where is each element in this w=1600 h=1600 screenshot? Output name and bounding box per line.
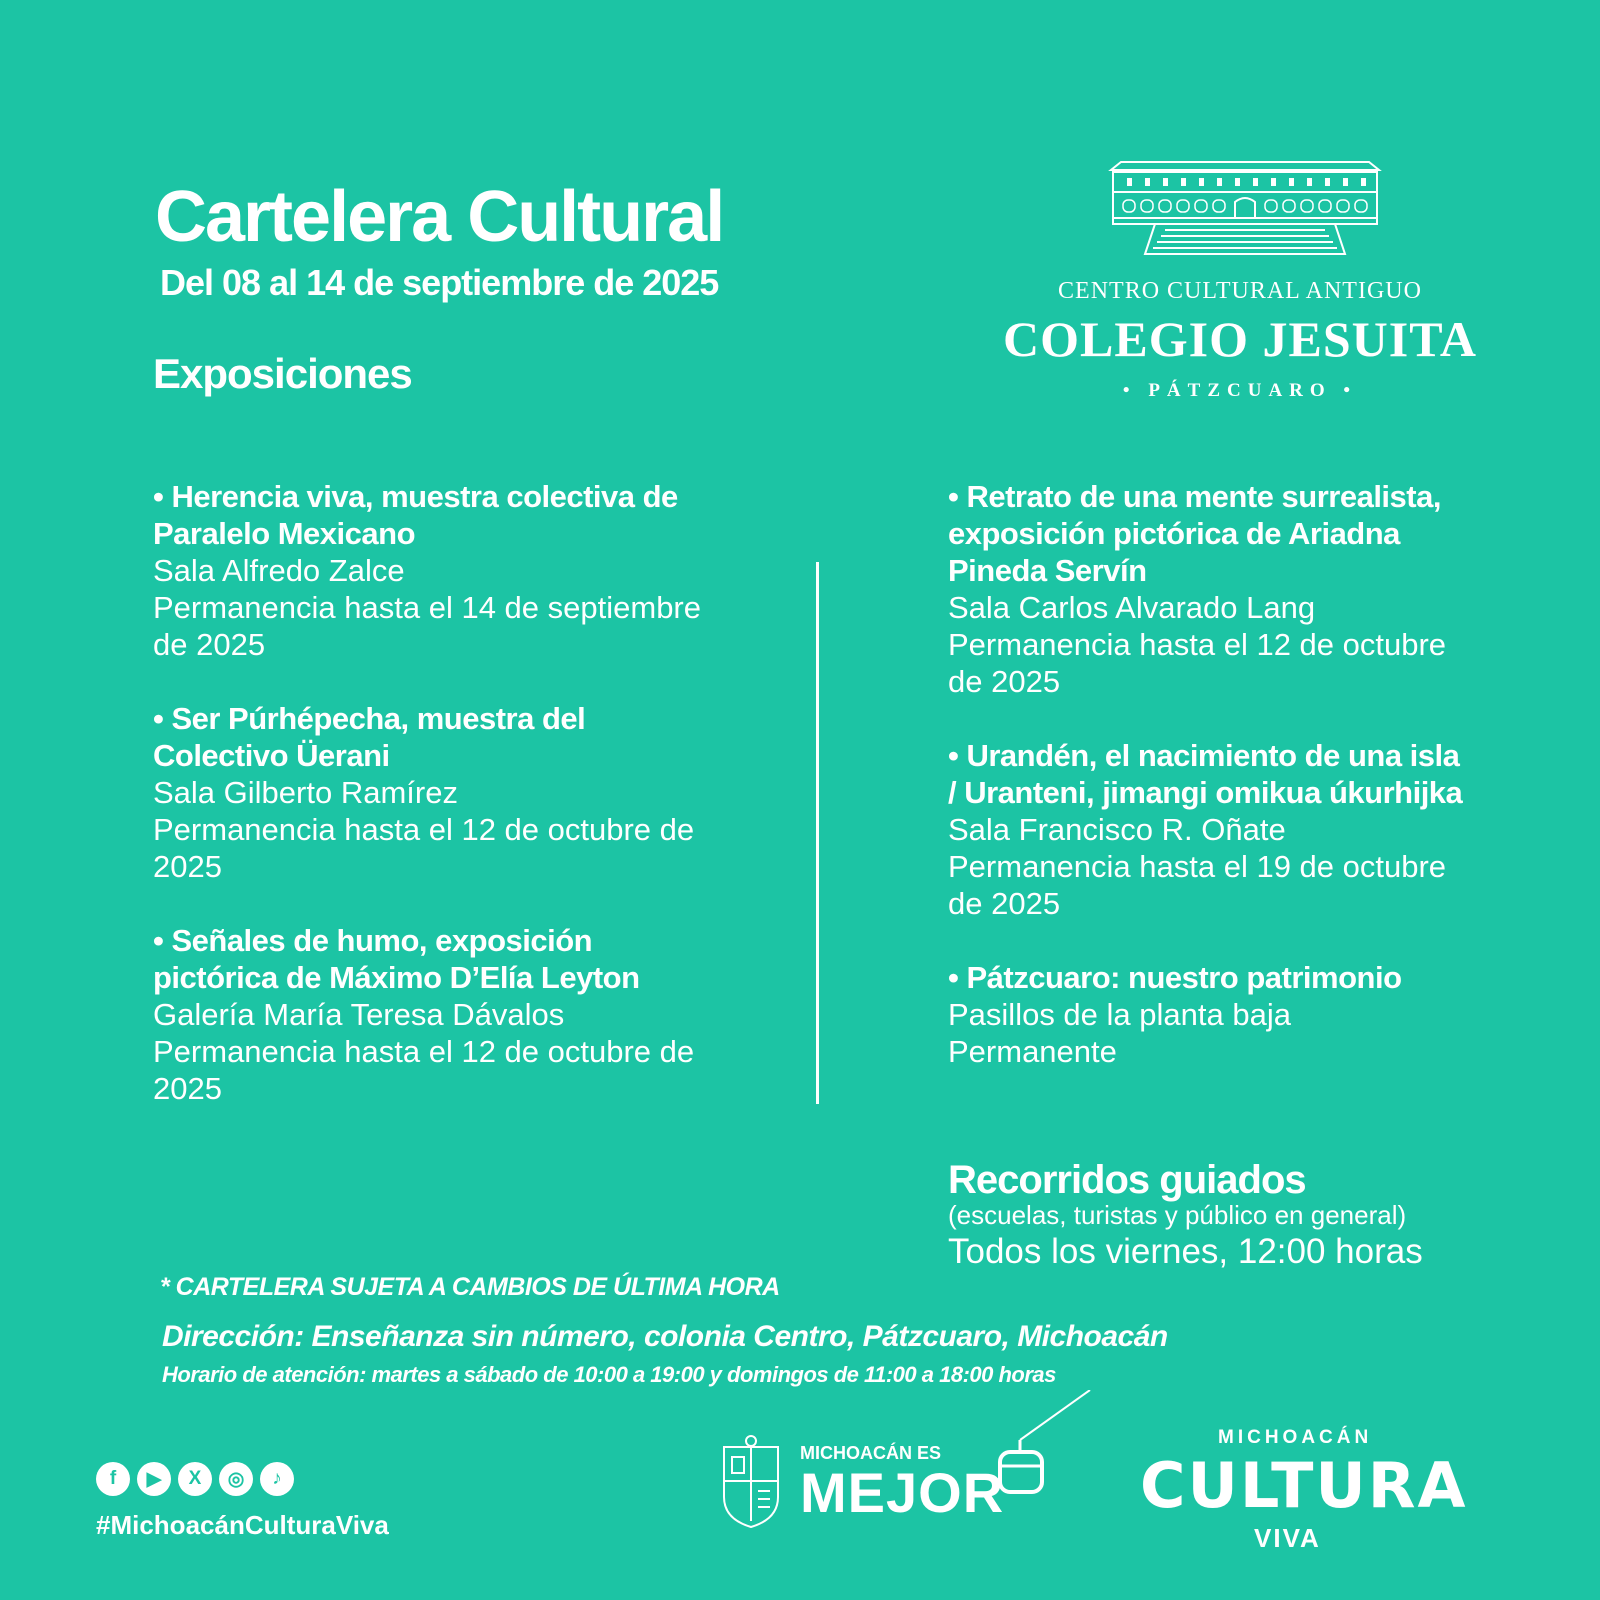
exhibition-title: • Ser Púrhépecha, muestra del Colectivo Üerani [153,701,586,773]
exhibition-title: • Retrato de una mente surrealista, exposición pictórica de Ariadna Pineda Servín [948,479,1441,588]
exhibition-dates: Permanencia hasta el 12 de octubre de 2025 [153,1034,695,1106]
exhibition-title: • Señales de humo, exposición pictórica de Máximo D’Elía Leyton [153,923,640,995]
state-shield-icon [718,1433,784,1531]
right-column [948,478,1468,1107]
cultura-bottom-label: VIVA [1254,1523,1321,1553]
column-divider [816,562,819,1104]
exhibition-dates: Permanencia hasta el 19 de octubre de 2025 [948,849,1447,921]
address-text: Dirección: Enseñanza sin número, colonia Centro, Pátzcuaro, Michoacán [162,1320,1168,1353]
exhibition-item [153,700,713,885]
youtube-icon[interactable]: ▶ [137,1462,171,1496]
exhibition-title: • Herencia viva, muestra colectiva de Paralelo Mexicano [153,479,678,551]
tiktok-icon[interactable]: ♪ [260,1462,294,1496]
facebook-icon[interactable]: f [96,1462,130,1496]
cultura-top-label: MICHOACÁN [1218,1427,1373,1448]
page-title: Cartelera Cultural [155,177,724,257]
notice-text: * CARTELERA SUJETA A CAMBIOS DE ÚLTIMA HORA [160,1273,780,1301]
tours-title: Recorridos guiados [948,1158,1306,1202]
exhibition-title: • Pátzcuaro: nuestro patrimonio [948,960,1402,995]
exhibition-item [153,478,713,663]
exhibition-dates: Permanencia hasta el 12 de octubre de 2025 [948,627,1447,699]
exhibition-item [948,737,1468,922]
logo-line-2: COLEGIO JESUITA [1003,311,1477,367]
x-icon[interactable]: X [178,1462,212,1496]
cable-car-icon [990,1390,1100,1500]
hashtag: #MichoacánCulturaViva [96,1510,389,1540]
instagram-icon[interactable]: ◎ [219,1462,253,1496]
logo-line-3: • PÁTZCUARO • [1122,380,1358,401]
michoacan-es-label: MICHOACÁN ES [800,1443,942,1463]
exhibition-venue: Sala Alfredo Zalce [153,553,405,588]
exhibition-venue: Galería María Teresa Dávalos [153,997,565,1032]
exhibition-venue: Sala Francisco R. Oñate [948,812,1286,847]
tours-schedule: Todos los viernes, 12:00 horas [948,1232,1423,1271]
exhibition-dates: Permanencia hasta el 12 de octubre de 2025 [153,812,695,884]
left-column [153,478,713,1144]
exhibition-title: • Urandén, el nacimiento de una isla / Uranteni, jimangi omikua úkurhijka [948,738,1463,810]
exhibition-venue: Sala Carlos Alvarado Lang [948,590,1316,625]
date-range: Del 08 al 14 de septiembre de 2025 [160,262,719,303]
exhibition-venue: Pasillos de la planta baja [948,997,1291,1032]
tours-audience: (escuelas, turistas y público en general) [948,1200,1407,1230]
exhibition-dates: Permanencia hasta el 14 de septiembre de 2025 [153,590,701,662]
building-icon [1105,158,1385,264]
exhibition-venue: Sala Gilberto Ramírez [153,775,458,810]
exhibition-item [948,959,1468,1070]
hours-text: Horario de atención: martes a sábado de 10:00 a 19:00 y domingos de 11:00 a 18:00 horas [162,1362,1056,1387]
section-heading: Exposiciones [153,350,412,397]
mejor-label: MEJOR [800,1461,1005,1524]
exhibition-item [153,922,713,1107]
exhibition-item [948,478,1468,700]
logo-line-1: CENTRO CULTURAL ANTIGUO [1058,278,1422,304]
social-links [96,1462,294,1496]
exhibition-dates: Permanente [948,1034,1117,1069]
cultura-main-label: CULTURA [1140,1449,1468,1522]
